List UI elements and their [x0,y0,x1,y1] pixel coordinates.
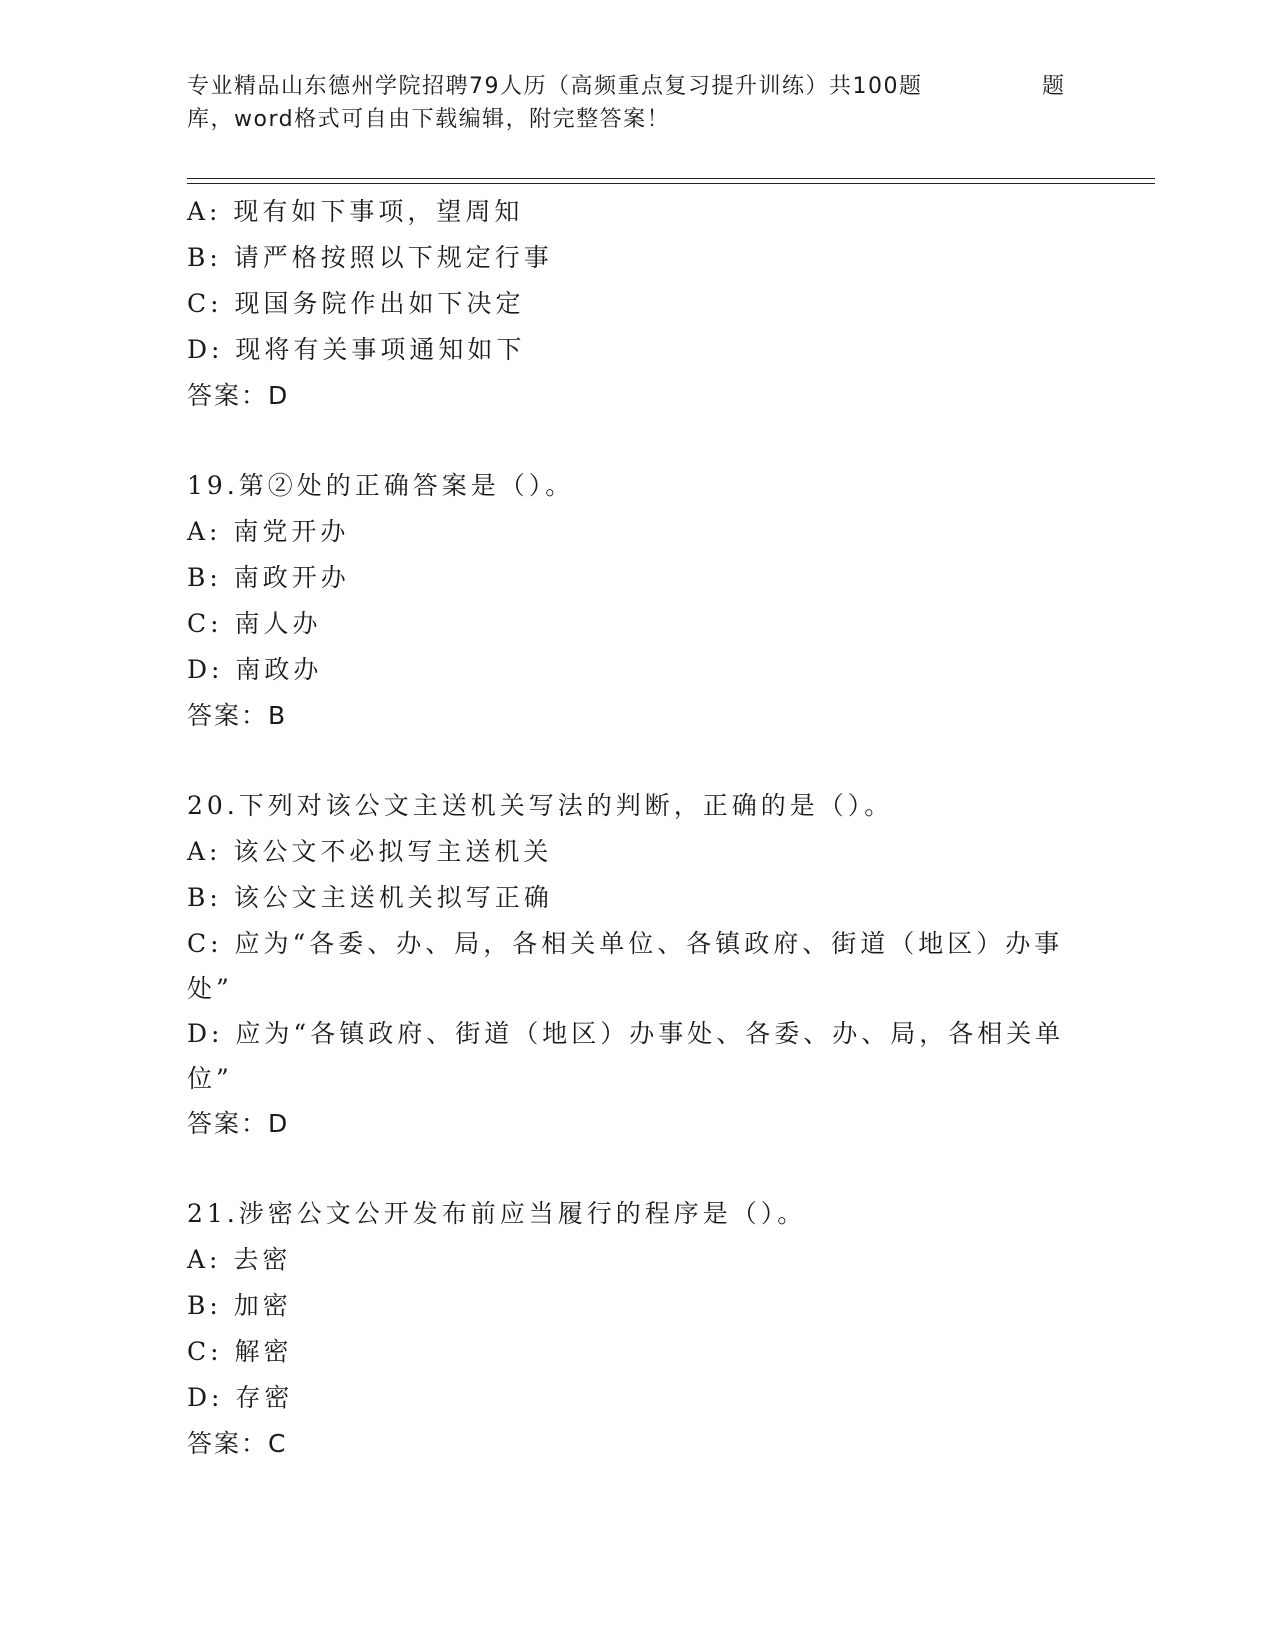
option-b: B: 该公文主送机关拟写正确 [187,883,553,912]
header-divider-bottom [187,183,1155,184]
question-stem: 20.下列对该公文主送机关写法的判断，正确的是（）。 [187,791,894,820]
question-stem: 19.第②处的正确答案是（）。 [187,471,575,500]
answer: 答案：B [187,701,288,730]
question-list [187,189,1087,1511]
option-a: A: 南党开办 [187,517,350,546]
option-d: D: 现将有关事项通知如下 [187,335,526,364]
answer: 答案：D [187,381,290,410]
document-header [187,70,1067,136]
question-20 [187,783,1087,1147]
question-21 [187,1191,1087,1467]
option-c: C: 南人办 [187,609,322,638]
option-c: C: 应为“各委、办、局，各相关单位、各镇政府、街道（地区）办事处” [187,929,1064,1003]
header-title: 专业精品山东德州学院招聘79人历（高频重点复习提升训练）共100题 [187,74,923,99]
question-19 [187,463,1087,739]
option-c: C: 现国务院作出如下决定 [187,289,525,318]
option-d: D: 南政办 [187,655,323,684]
header-line-2: 库，word格式可自由下载编辑，附完整答案！ [187,107,671,132]
header-title-tail: 题 [1042,74,1066,99]
answer: 答案：C [187,1429,288,1458]
option-d: D: 应为“各镇政府、街道（地区）办事处、各委、办、局，各相关单位” [187,1019,1065,1093]
option-b: B: 加密 [187,1291,292,1320]
header-line-1 [187,70,1067,103]
option-b: B: 南政开办 [187,563,350,592]
option-d: D: 存密 [187,1383,294,1412]
option-b: B: 请严格按照以下规定行事 [187,243,553,272]
option-a: A: 该公文不必拟写主送机关 [187,837,553,866]
option-a: A: 去密 [187,1245,292,1274]
option-c: C: 解密 [187,1337,293,1366]
answer: 答案：D [187,1109,290,1138]
question-18-continued [187,189,1087,419]
question-stem: 21.涉密公文公开发布前应当履行的程序是（）。 [187,1199,807,1228]
header-divider-top [187,178,1155,179]
option-a: A: 现有如下事项，望周知 [187,197,524,226]
